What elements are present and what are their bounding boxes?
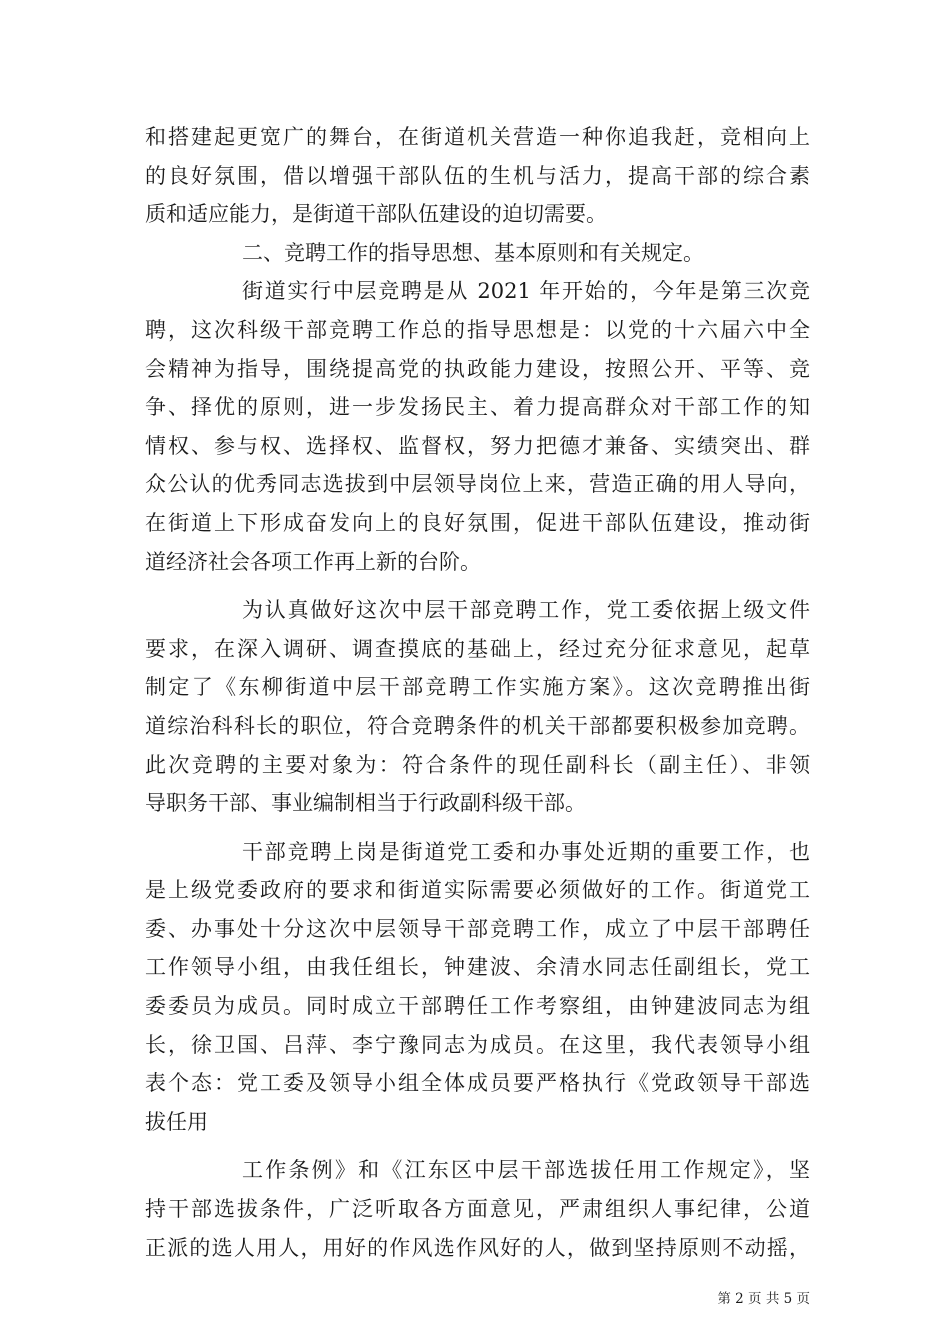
document-body [145, 118, 810, 1267]
text-line: 长，徐卫国、吕萍、李宁豫同志为成员。在这里，我代表领导小组 [145, 1032, 810, 1057]
text-line: 众公认的优秀同志选拔到中层领导岗位上来，营造正确的用人导向， [145, 472, 810, 497]
text-line: 制定了《东柳街道中层干部竞聘工作实施方案》。这次竞聘推出街 [145, 675, 810, 700]
text-line: 情权、参与权、选择权、监督权，努力把德才兼备、实绩突出、群 [145, 433, 810, 458]
text-line: 聘，这次科级干部竞聘工作总的指导思想是：以党的十六届六中全 [145, 317, 810, 342]
text-line: 导职务干部、事业编制相当于行政副科级干部。 [145, 791, 586, 816]
page-number-footer: 第 2 页 共 5 页 [717, 1291, 810, 1307]
text-line: 在街道上下形成奋发向上的良好氛围，促进干部队伍建设，推动街 [145, 510, 810, 535]
text-line: 正派的选人用人，用好的作风选作风好的人，做到坚持原则不动摇， [145, 1235, 810, 1260]
text-line: 工作领导小组，由我任组长，钟建波、余清水同志任副组长，党工 [145, 955, 810, 980]
text-line: 道经济社会各项工作再上新的台阶。 [145, 549, 481, 574]
text-line: 委委员为成员。同时成立干部聘任工作考察组，由钟建波同志为组 [145, 994, 810, 1019]
text-line: 为认真做好这次中层干部竞聘工作，党工委依据上级文件 [242, 598, 810, 623]
text-line: 和搭建起更宽广的舞台，在街道机关营造一种你追我赶，竞相向上 [145, 125, 810, 149]
text-line: 干部竞聘上岗是街道党工委和办事处近期的重要工作，也 [242, 839, 810, 864]
text-line: 会精神为指导，围绕提高党的执政能力建设，按照公开、平等、竞 [145, 356, 810, 381]
text-line: 此次竞聘的主要对象为：符合条件的现任副科长（副主任）、非领 [145, 752, 810, 777]
text-line: 道综治科科长的职位，符合竞聘条件的机关干部都要积极参加竞聘。 [145, 713, 810, 738]
text-line: 表个态：党工委及领导小组全体成员要严格执行《党政领导干部选 [145, 1071, 810, 1096]
text-line: 街道实行中层竞聘是从 2021 年开始的，今年是第三次竞 [242, 279, 810, 304]
section-heading: 二、竞聘工作的指导思想、基本原则和有关规定。 [242, 240, 704, 265]
text-line: 委、办事处十分这次中层领导干部竞聘工作，成立了中层干部聘任 [145, 916, 810, 941]
text-line: 质和适应能力，是街道干部队伍建设的迫切需要。 [145, 202, 607, 227]
text-line: 拔任用 [145, 1109, 208, 1134]
text-line: 持干部选拔条件，广泛听取各方面意见，严肃组织人事纪律，公道 [145, 1197, 810, 1222]
text-line: 要求，在深入调研、调查摸底的基础上，经过充分征求意见，起草 [145, 636, 810, 661]
text-line: 争、择优的原则，进一步发扬民主、着力提高群众对干部工作的知 [145, 395, 810, 420]
text-line: 是上级党委政府的要求和街道实际需要必须做好的工作。街道党工 [145, 878, 810, 903]
text-line: 的良好氛围，借以增强干部队伍的生机与活力，提高干部的综合素 [145, 163, 810, 188]
text-line: 工作条例》和《江东区中层干部选拔任用工作规定》，坚 [242, 1158, 810, 1183]
